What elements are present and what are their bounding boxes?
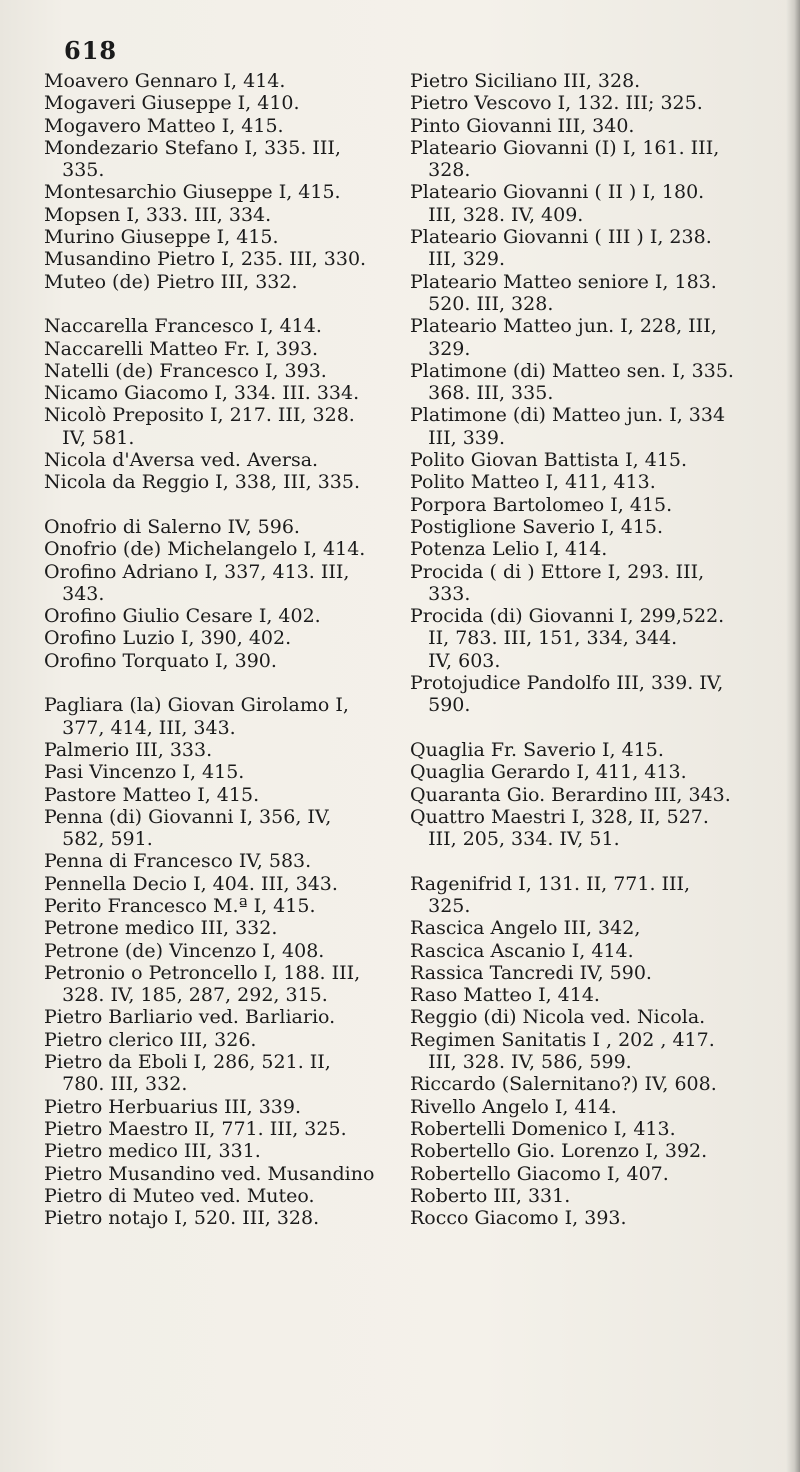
index-entry: Regimen Sanitatis I , 202 , 417. — [410, 1028, 715, 1051]
index-entry: Nicolò Preposito I, 217. III, 328. — [44, 404, 355, 427]
index-entry — [44, 494, 400, 516]
index-entry: Plateario Matteo jun. I, 228, III, — [410, 315, 717, 338]
index-entry: Ragenifrid I, 131. II, 771. III, — [410, 872, 691, 895]
index-entry: Plateario Giovanni ( II ) I, 180. — [410, 181, 705, 204]
index-entry: Pietro Musandino ved. Musandino — [44, 1162, 375, 1185]
index-entry: Quaranta Gio. Berardino III, 343. — [410, 783, 731, 806]
index-entry: Procida (di) Giovanni I, 299,522. — [410, 605, 725, 628]
index-entry: 343. — [44, 582, 105, 605]
index-entry: 328. IV, 185, 287, 292, 315. — [44, 984, 328, 1007]
index-entry: Robertello Giacomo I, 407. — [410, 1162, 669, 1185]
index-entry: Pennella Decio I, 404. III, 343. — [44, 872, 338, 895]
index-entry: 582, 591. — [44, 828, 153, 851]
index-entry: 328. — [410, 159, 471, 182]
page-number: 618 — [64, 36, 118, 65]
index-entry: Muteo (de) Pietro III, 332. — [44, 270, 298, 293]
index-entry: Robertello Gio. Lorenzo I, 392. — [410, 1140, 708, 1163]
index-entry: Plateario Giovanni ( III ) I, 238. — [410, 226, 712, 249]
index-entry: Pietro Herbuarius III, 339. — [44, 1095, 302, 1118]
index-entry: Petrone (de) Vincenzo I, 408. — [44, 939, 325, 962]
index-entry: Rocco Giacomo I, 393. — [410, 1207, 627, 1230]
index-entry: Potenza Lelio I, 414. — [410, 538, 608, 561]
index-entry: Postiglione Saverio I, 415. — [410, 515, 664, 538]
index-entry — [44, 672, 400, 694]
index-entry: Orofino Adriano I, 337, 413. III, — [44, 560, 350, 583]
index-entry: Rassica Tancredi IV, 590. — [410, 961, 652, 984]
index-entry: Onofrio di Salerno IV, 596. — [44, 515, 300, 538]
index-entry: Musandino Pietro I, 235. III, 330. — [44, 248, 367, 271]
index-entry: Orofino Luzio I, 390, 402. — [44, 627, 292, 650]
index-entry: Pietro Vescovo I, 132. III; 325. — [410, 92, 703, 115]
index-entry: Quaglia Gerardo I, 411, 413. — [410, 761, 687, 784]
index-entry: 329. — [410, 337, 471, 360]
index-entry: II, 783. III, 151, 334, 344. — [410, 627, 678, 650]
index-entry: Orofino Giulio Cesare I, 402. — [44, 605, 321, 628]
index-entry: 368. III, 335. — [410, 382, 554, 405]
index-entry: 335. — [44, 159, 105, 182]
index-entry: 333. — [410, 582, 471, 605]
index-entry: Platimone (di) Matteo sen. I, 335. — [410, 359, 734, 382]
index-entry: Montesarchio Giuseppe I, 415. — [44, 181, 341, 204]
index-entry: Mogaveri Giuseppe I, 410. — [44, 92, 300, 115]
index-entry: Pietro Siciliano III, 328. — [410, 70, 641, 92]
index-entry: III, 328. IV, 586, 599. — [410, 1051, 632, 1074]
index-entry: Porpora Bartolomeo I, 415. — [410, 493, 673, 516]
index-entry: Rascica Angelo III, 342, — [410, 917, 641, 940]
index-entry: Penna di Francesco IV, 583. — [44, 850, 312, 873]
index-entry: III, 328. IV, 409. — [410, 203, 584, 226]
index-entry: 520. III, 328. — [410, 292, 554, 315]
index-entry: Raso Matteo I, 414. — [410, 984, 600, 1007]
index-entry: IV, 603. — [410, 649, 501, 672]
index-entry: Naccarelli Matteo Fr. I, 393. — [44, 337, 319, 360]
index-entry — [44, 293, 400, 315]
index-entry: Robertelli Domenico I, 413. — [410, 1117, 676, 1140]
index-entry: Plateario Matteo seniore I, 183. — [410, 270, 717, 293]
index-entry: Petronio o Petroncello I, 188. III, — [44, 961, 361, 984]
index-entry: Procida ( di ) Ettore I, 293. III, — [410, 560, 705, 583]
index-column-right — [410, 70, 782, 1229]
index-entry: Roberto III, 331. — [410, 1184, 571, 1207]
index-entry: Nicola d'Aversa ved. Aversa. — [44, 449, 319, 472]
index-entry: Nicamo Giacomo I, 334. III. 334. — [44, 382, 360, 405]
index-entry — [410, 850, 782, 872]
index-entry: Palmerio III, 333. — [44, 738, 213, 761]
index-entry: Nicola da Reggio I, 338, III, 335. — [44, 471, 361, 494]
index-entry: Penna (di) Giovanni I, 356, IV, — [44, 805, 332, 828]
index-entry: Mopsen I, 333. III, 334. — [44, 203, 272, 226]
index-column-left — [44, 70, 400, 1229]
page-spine-shadow — [786, 0, 800, 1472]
index-entry: Rivello Angelo I, 414. — [410, 1095, 617, 1118]
index-entry: Mondezario Stefano I, 335. III, — [44, 136, 341, 159]
index-entry: 325. — [410, 894, 471, 917]
index-entry: IV, 581. — [44, 426, 135, 449]
index-entry: Natelli (de) Francesco I, 393. — [44, 359, 327, 382]
index-entry: Pasi Vincenzo I, 415. — [44, 761, 245, 784]
index-entry: Pietro Barliario ved. Barliario. — [44, 1006, 336, 1029]
index-entry: Moavero Gennaro I, 414. — [44, 70, 286, 92]
index-entry: Rascica Ascanio I, 414. — [410, 939, 634, 962]
index-entry: Pietro Maestro II, 771. III, 325. — [44, 1117, 347, 1140]
index-entry: 590. — [410, 694, 471, 717]
index-entry: Petrone medico III, 332. — [44, 917, 278, 940]
index-entry: Onofrio (de) Michelangelo I, 414. — [44, 538, 366, 561]
index-entry: Platimone (di) Matteo jun. I, 334 — [410, 404, 726, 427]
index-entry: Naccarella Francesco I, 414. — [44, 315, 322, 338]
index-entry: Mogavero Matteo I, 415. — [44, 114, 284, 137]
index-entry — [410, 717, 782, 739]
index-entry: 377, 414, III, 343. — [44, 716, 236, 739]
index-entry: Pietro di Muteo ved. Muteo. — [44, 1184, 315, 1207]
index-entry: Perito Francesco M.ª I, 415. — [44, 894, 316, 917]
index-entry: Quattro Maestri I, 328, II, 527. — [410, 805, 709, 828]
index-entry: Polito Giovan Battista I, 415. — [410, 449, 688, 472]
index-entry: Plateario Giovanni (I) I, 161. III, — [410, 136, 720, 159]
index-entry: III, 329. — [410, 248, 506, 271]
index-entry: Pietro clerico III, 326. — [44, 1028, 257, 1051]
index-entry: Pagliara (la) Giovan Girolamo I, — [44, 694, 349, 717]
index-entry: Orofino Torquato I, 390. — [44, 649, 277, 672]
index-entry: Pietro da Eboli I, 286, 521. II, — [44, 1051, 331, 1074]
index-entry: Pastore Matteo I, 415. — [44, 783, 260, 806]
index-entry: Polito Matteo I, 411, 413. — [410, 471, 656, 494]
index-entry: Pietro medico III, 331. — [44, 1140, 261, 1163]
index-entry: Protojudice Pandolfo III, 339. IV, — [410, 672, 724, 695]
index-entry: 780. III, 332. — [44, 1073, 188, 1096]
index-entry: III, 339. — [410, 426, 506, 449]
index-entry: III, 205, 334. IV, 51. — [410, 828, 620, 851]
index-entry: Pietro notajo I, 520. III, 328. — [44, 1207, 320, 1230]
index-entry: Pinto Giovanni III, 340. — [410, 114, 635, 137]
index-entry: Quaglia Fr. Saverio I, 415. — [410, 738, 664, 761]
index-entry: Riccardo (Salernitano?) IV, 608. — [410, 1073, 717, 1096]
index-entry: Reggio (di) Nicola ved. Nicola. — [410, 1006, 706, 1029]
index-entry: Murino Giuseppe I, 415. — [44, 226, 279, 249]
